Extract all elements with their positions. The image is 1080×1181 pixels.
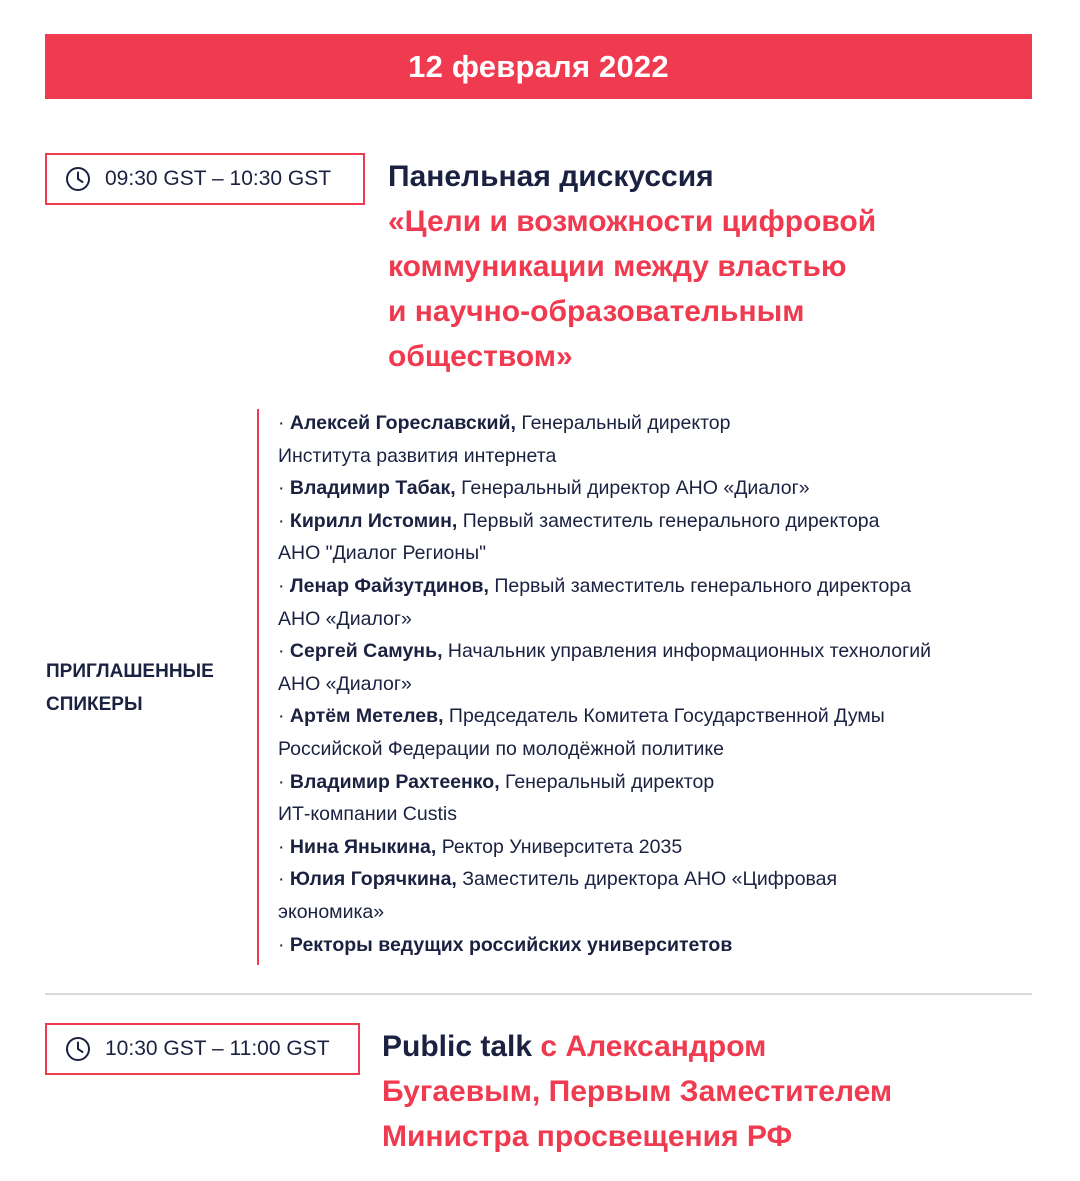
speaker-role: Председатель Комитета Государственной Думы <box>443 705 885 728</box>
speaker-item: · Юлия Горячкина, Заместитель директора АНО «Цифровая экономика» <box>278 863 1038 928</box>
speaker-role-cont: АНО «Диалог» <box>278 672 412 695</box>
speaker-item: · Владимир Рахтеенко, Генеральный директор ИТ-компании Custis <box>278 766 1038 831</box>
session-1-title-line: обществом» <box>388 340 573 373</box>
speaker-role-cont: ИТ-компании Custis <box>278 803 457 826</box>
clock-icon <box>65 166 91 192</box>
speaker-role: Первый заместитель генерального директора <box>457 509 880 532</box>
speaker-name: Юлия Горячкина, <box>289 868 457 891</box>
speaker-role-cont: экономика» <box>278 900 385 923</box>
speaker-item: · Ректоры ведущих российских университетов <box>278 933 733 956</box>
speaker-role: Начальник управления информационных технологий <box>442 640 932 663</box>
speaker-role: Первый заместитель генерального директора <box>488 574 912 597</box>
session-1-time: 09:30 GST – 10:30 GST <box>105 167 332 190</box>
speaker-item: · Артём Метелев, Председатель Комитета Государственной Думы Российской Федерации по молодёжной политике <box>278 700 1038 765</box>
date-banner <box>45 34 1032 99</box>
speaker-role: Ректор Университета 2035 <box>436 835 683 858</box>
speaker-role: Заместитель директора АНО «Цифровая <box>456 868 838 891</box>
section-separator <box>45 993 1032 995</box>
speaker-role-cont: Института развития интернета <box>278 444 557 467</box>
speaker-item: · Алексей Горeславский, Генеральный директор Института развития интернета <box>278 407 1038 472</box>
session-2-time: 10:30 GST – 11:00 GST <box>105 1037 330 1060</box>
session-2-title-line: Министра просвещения РФ <box>382 1120 793 1153</box>
speaker-item: · Ленар Файзутдинов, Первый заместитель генерального директора АНО «Диалог» <box>278 570 1038 635</box>
speaker-name: Нина Яныкина, <box>289 835 437 858</box>
speaker-role-cont: АНО "Диалог Регионы" <box>278 542 487 565</box>
session-2-title-line: Бугаевым, Первым Заместителем <box>382 1075 893 1108</box>
speaker-item: · Владимир Табак, Генеральный директор АНО «Диалог» <box>278 477 810 500</box>
speaker-name: Артём Метелев, <box>289 705 444 728</box>
speakers-label-line: ПРИГЛАШЕННЫЕ <box>46 661 214 682</box>
speaker-role-cont: Российской Федерации по молодёжной политике <box>278 737 724 760</box>
session-2-title <box>382 1024 892 1159</box>
date-banner-text: 12 февраля 2022 <box>408 48 669 84</box>
session-1-time-box <box>45 153 365 205</box>
session-2-title-type: Public talk <box>382 1030 533 1063</box>
speaker-item: · Сергей Самунь, Начальник управления информационных технологий АНО «Диалог» <box>278 635 1038 700</box>
session-2-time-box <box>45 1023 360 1075</box>
session-1-title-type: Панельная дискуссия <box>388 160 714 193</box>
speaker-role: Генеральный директор <box>515 412 731 434</box>
speaker-name: Кирилл Истомин, <box>289 509 458 532</box>
session-1-title-line: коммуникации между властью <box>388 250 847 283</box>
speaker-item: · Нина Яныкина, Ректор Университета 2035 <box>278 835 683 858</box>
speaker-name: Ленар Файзутдинов, <box>289 574 489 597</box>
speaker-role: Генеральный директор <box>499 770 715 793</box>
speaker-role: Генеральный директор АНО «Диалог» <box>455 477 810 500</box>
speakers-label <box>46 655 246 721</box>
speaker-name: Ректоры ведущих российских университетов <box>289 933 733 956</box>
session-1-title-line: «Цели и возможности цифровой <box>388 205 877 238</box>
speaker-name: Владимир Рахтеенко, <box>289 770 500 793</box>
session-1-title-line: и научно-образовательным <box>388 295 805 328</box>
speaker-item: · Кирилл Истомин, Первый заместитель генерального директора АНО "Диалог Регионы" <box>278 505 1038 570</box>
speakers-label-line: СПИКЕРЫ <box>46 694 143 715</box>
speakers-divider <box>257 409 259 965</box>
speakers-list <box>278 407 1038 961</box>
session-2-title-line: с Александром <box>532 1030 767 1063</box>
speaker-name: Владимир Табак, <box>289 477 456 500</box>
speaker-name: Алексей Горeславский, <box>289 412 516 434</box>
clock-icon <box>65 1036 91 1062</box>
speaker-name: Сергей Самунь, <box>289 640 443 663</box>
session-1-title <box>388 154 876 379</box>
speaker-role-cont: АНО «Диалог» <box>278 607 412 630</box>
